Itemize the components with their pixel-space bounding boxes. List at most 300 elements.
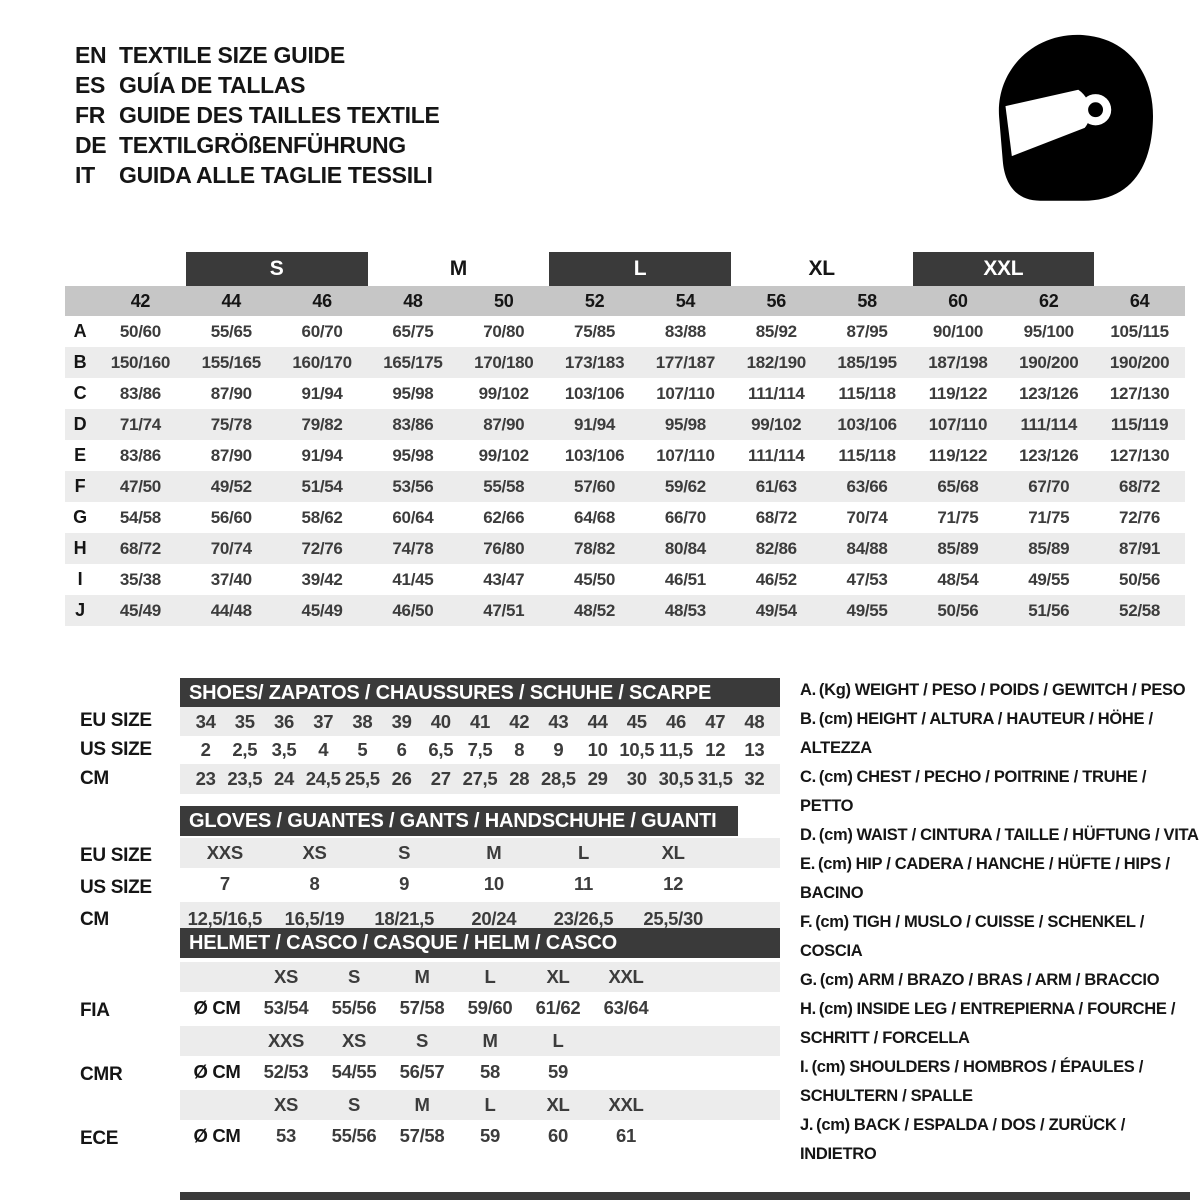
shoe-size-value: 25,5: [344, 768, 380, 789]
legend-key: G.: [800, 971, 817, 989]
size-number: 60: [948, 290, 968, 311]
shoe-size-value: 27,5: [462, 768, 498, 789]
legend-item: [800, 966, 1200, 995]
shoe-size-value: 2: [200, 739, 211, 760]
shoe-size-value: 23,5: [227, 768, 263, 789]
measurement-value: 70/74: [210, 538, 252, 558]
legend-unit: (cm): [818, 826, 853, 844]
row-letter: C: [73, 383, 87, 403]
helmet-size-value: 60: [548, 1125, 568, 1146]
helmet-size-label: XS: [341, 1030, 367, 1051]
glove-size-value: M: [486, 842, 502, 863]
measurement-value: 51/54: [301, 476, 343, 496]
glove-size-value: XS: [302, 842, 327, 863]
language-title: TEXTILGRÖßENFÜHRUNG: [119, 132, 406, 158]
measurement-row: [65, 440, 1185, 471]
measurement-value: 63/66: [846, 476, 888, 496]
legend-text: ARM / BRAZO / BRAS / ARM / BRACCIO: [857, 971, 1160, 989]
measurement-value: 71/75: [1028, 507, 1070, 527]
shoe-size-value: 30: [626, 768, 647, 789]
measurement-row: [65, 502, 1185, 533]
legend-text: INSIDE LEG / ENTREPIERNA / FOURCHE / SCHRITT / FORCELLA: [800, 1000, 1176, 1047]
measurement-value: 87/90: [210, 383, 252, 403]
gloves-eu-row: [180, 838, 780, 868]
shoe-size-value: 11,5: [659, 739, 693, 760]
helmet-fia-values-row: [180, 992, 780, 1024]
measurement-value: 119/122: [928, 383, 988, 403]
shoes-eu-row: [180, 707, 780, 736]
measurement-value: 50/60: [119, 321, 161, 341]
measurement-value: 48/54: [937, 569, 979, 589]
shoe-size-value: 30,5: [658, 768, 694, 789]
measurement-value: 48/52: [574, 600, 616, 620]
helmet-size-label: XS: [273, 966, 299, 987]
size-number: 50: [494, 290, 514, 311]
shoes-title: SHOES/ ZAPATOS / CHAUSSURES / SCHUHE / SCARPE: [189, 681, 712, 704]
measurement-value: 91/94: [301, 445, 343, 465]
legend-item: [800, 705, 1200, 763]
helmet-cmr-label: CMR: [80, 1064, 123, 1085]
measurement-value: 56/60: [210, 507, 252, 527]
measurement-value: 87/95: [846, 321, 888, 341]
helmet-size-value: 61/62: [535, 997, 581, 1018]
row-letter: B: [73, 352, 87, 372]
legend-key: E.: [800, 855, 815, 873]
measurement-value: 47/51: [483, 600, 525, 620]
row-letter: H: [73, 538, 87, 558]
helmet-size-value: 59: [548, 1061, 568, 1082]
measurement-value: 99/102: [478, 445, 529, 465]
legend-unit: (cm): [811, 1058, 846, 1076]
measurement-value: 95/98: [392, 445, 434, 465]
measurement-value: 61/63: [755, 476, 797, 496]
legend-unit: (cm): [818, 768, 853, 786]
language-title: TEXTILE SIZE GUIDE: [119, 42, 345, 68]
measurement-value: 68/72: [119, 538, 161, 558]
language-title: GUIDE DES TAILLES TEXTILE: [119, 102, 440, 128]
legend-unit: (cm): [816, 1116, 850, 1134]
measurement-value: 67/70: [1028, 476, 1070, 496]
measurement-value: 119/122: [928, 445, 988, 465]
apparel-size-table: [65, 252, 1185, 626]
language-code: IT: [75, 162, 95, 188]
row-letter: J: [75, 600, 85, 620]
measurement-value: 87/90: [210, 445, 252, 465]
size-group-xl: XL: [808, 257, 835, 280]
measurement-value: 44/48: [210, 600, 252, 620]
shoe-size-value: 46: [666, 710, 686, 732]
shoe-size-value: 10,5: [619, 739, 655, 760]
row-letter: G: [73, 507, 87, 527]
measurement-value: 170/180: [474, 352, 534, 372]
measurement-row: [65, 347, 1185, 378]
shoe-size-value: 8: [514, 739, 525, 760]
shoe-size-value: 43: [548, 710, 569, 732]
measurement-value: 90/100: [932, 321, 984, 341]
measurement-value: 87/90: [483, 414, 525, 434]
measurement-value: 43/47: [483, 569, 525, 589]
shoe-size-value: 28,5: [540, 768, 576, 789]
language-title: GUÍA DE TALLAS: [119, 72, 306, 98]
helmet-size-label: XXL: [608, 1094, 644, 1115]
measurement-value: 68/72: [755, 507, 797, 527]
shoe-size-value: 40: [430, 710, 451, 732]
shoe-size-value: 3,5: [271, 739, 297, 760]
helmet-size-label: S: [415, 1030, 429, 1051]
size-number: 56: [766, 290, 786, 311]
legend-key: D.: [800, 826, 816, 844]
measurement-value: 64/68: [574, 507, 616, 527]
helmet-size-value: 55/56: [331, 997, 377, 1018]
helmet-size-value: 53/54: [263, 997, 309, 1018]
glove-size-value: 16,5/19: [284, 907, 345, 929]
measurement-value: 95/100: [1023, 321, 1074, 341]
legend-item: [800, 850, 1200, 908]
helmet-ece-label: ECE: [80, 1128, 119, 1149]
legend-item: [800, 1111, 1200, 1169]
size-group-header-row: [65, 252, 1185, 286]
measurement-value: 115/119: [1110, 414, 1169, 434]
measurement-value: 115/118: [838, 383, 896, 403]
helmet-ece-sizes-row: [180, 1090, 780, 1120]
legend-text: WAIST / CINTURA / TAILLE / HÜFTUNG / VITA: [856, 826, 1199, 844]
diameter-cm-label: Ø CM: [193, 1061, 241, 1082]
glove-size-value: 18/21,5: [374, 907, 434, 929]
measurement-value: 71/74: [119, 414, 161, 434]
measurement-value: 51/56: [1028, 600, 1070, 620]
measurement-value: 123/126: [1019, 383, 1079, 403]
measurement-value: 45/49: [119, 600, 161, 620]
helmet-size-label: L: [552, 1030, 564, 1051]
size-number: 48: [403, 290, 423, 311]
gloves-table-title-bar: [180, 806, 738, 836]
measurement-value: 46/50: [392, 600, 434, 620]
measurement-value: 49/54: [755, 600, 797, 620]
shoe-size-value: 42: [509, 710, 530, 732]
helmet-size-value: 52/53: [263, 1061, 309, 1082]
size-number: 64: [1129, 290, 1150, 311]
legend-text: HEIGHT / ALTURA / HAUTEUR / HÖHE / ALTEZZA: [800, 710, 1153, 757]
legend-item: [800, 1053, 1200, 1111]
glove-size-value: XL: [661, 842, 685, 863]
measurement-value: 46/52: [755, 569, 797, 589]
shoe-size-value: 23: [195, 768, 216, 789]
legend-item: [800, 821, 1200, 850]
shoe-size-value: 26: [391, 768, 412, 789]
measurement-value: 49/55: [846, 600, 888, 620]
legend-text: BACK / ESPALDA / DOS / ZURÜCK / INDIETRO: [800, 1116, 1126, 1163]
measurement-value: 72/76: [1119, 507, 1161, 527]
measurement-value: 80/84: [664, 538, 706, 558]
helmet-ece-values-row: [180, 1120, 780, 1152]
gloves-us-size-label: US SIZE: [80, 877, 152, 898]
legend-text: WEIGHT / PESO / POIDS / GEWITCH / PESO: [854, 681, 1186, 699]
measurement-value: 83/88: [664, 321, 706, 341]
shoe-size-value: 34: [195, 710, 216, 732]
legend-key: A.: [800, 681, 816, 699]
shoe-size-value: 6: [396, 739, 407, 760]
measurement-row: [65, 316, 1185, 347]
measurement-value: 70/80: [483, 321, 525, 341]
shoe-size-value: 28: [509, 768, 530, 789]
measurement-value: 95/98: [664, 414, 706, 434]
gloves-eu-size-label: EU SIZE: [80, 845, 152, 866]
measurement-value: 66/70: [664, 507, 706, 527]
measurement-value: 79/82: [301, 414, 343, 434]
measurement-value: 50/56: [937, 600, 979, 620]
helmet-size-value: 53: [276, 1125, 296, 1146]
measurement-value: 111/114: [747, 445, 805, 465]
measurement-value: 111/114: [1020, 414, 1078, 434]
language-row: [75, 70, 440, 100]
helmet-size-value: 59/60: [467, 997, 513, 1018]
size-number: 54: [675, 290, 696, 311]
helmet-fia-sizes-row: [180, 962, 780, 992]
row-letter: D: [73, 414, 87, 434]
shoe-size-value: 2,5: [232, 739, 258, 760]
measurement-value: 45/49: [301, 600, 343, 620]
measurement-value: 95/98: [392, 383, 434, 403]
diameter-cm-label: Ø CM: [193, 1125, 241, 1146]
helmet-size-label: XL: [546, 966, 570, 987]
helmet-size-value: 55/56: [331, 1125, 377, 1146]
gloves-cm-label: CM: [80, 909, 109, 930]
helmet-cmr-values-row: [180, 1056, 780, 1088]
helmet-title: HELMET / CASCO / CASQUE / HELM / CASCO: [189, 931, 617, 954]
measurement-value: 68/72: [1119, 476, 1161, 496]
language-title: GUIDA ALLE TAGLIE TESSILI: [119, 162, 433, 188]
measurement-row: [65, 409, 1185, 440]
shoe-size-value: 38: [352, 710, 373, 732]
measurement-value: 70/74: [846, 507, 888, 527]
shoe-size-value: 24,5: [305, 768, 341, 789]
language-code: EN: [75, 42, 107, 68]
size-number: 52: [584, 290, 605, 311]
glove-size-value: L: [577, 842, 589, 863]
legend-key: F.: [800, 913, 813, 931]
measurement-value: 65/75: [392, 321, 434, 341]
helmet-size-label: M: [414, 1094, 430, 1115]
measurement-value: 173/183: [564, 352, 625, 372]
measurement-value: 60/70: [301, 321, 343, 341]
glove-size-value: 10: [483, 873, 504, 894]
size-group-m: M: [449, 257, 467, 280]
measurement-value: 55/58: [483, 476, 525, 496]
measurement-value: 45/50: [574, 569, 616, 589]
legend-text: TIGH / MUSLO / CUISSE / SCHENKEL / COSCIA: [800, 913, 1144, 960]
helmet-size-value: 58: [480, 1061, 500, 1082]
shoe-size-value: 36: [274, 710, 294, 732]
language-code: DE: [75, 132, 107, 158]
size-group-xxl: XXL: [913, 252, 1095, 286]
legend-unit: (Kg): [818, 681, 851, 699]
measurement-value: 54/58: [119, 507, 161, 527]
measurement-value: 52/58: [1119, 600, 1161, 620]
language-row: [75, 100, 440, 130]
measurement-value: 190/200: [1019, 352, 1079, 372]
size-number: 58: [857, 290, 877, 311]
measurement-value: 105/115: [1110, 321, 1169, 341]
measurement-value: 165/175: [383, 352, 443, 372]
helmet-size-value: 57/58: [399, 997, 445, 1018]
measurement-value: 59/62: [664, 476, 706, 496]
measurement-value: 150/160: [110, 352, 171, 372]
glove-size-value: 23/26,5: [553, 907, 614, 929]
measurement-value: 71/75: [937, 507, 979, 527]
legend-text: HIP / CADERA / HANCHE / HÜFTE / HIPS / BACINO: [800, 855, 1170, 902]
measurement-value: 177/187: [655, 352, 716, 372]
helmet-size-value: 54/55: [331, 1061, 377, 1082]
size-number: 46: [312, 290, 332, 311]
shoe-size-value: 13: [744, 739, 765, 760]
helmet-size-label: XS: [273, 1094, 299, 1115]
measurement-value: 185/195: [837, 352, 897, 372]
legend-item: [800, 995, 1200, 1053]
gloves-title: GLOVES / GUANTES / GANTS / HANDSCHUHE / GUANTI: [189, 809, 717, 832]
language-list: [75, 40, 440, 190]
legend-unit: (cm): [815, 913, 849, 931]
shoe-size-value: 39: [391, 710, 412, 732]
helmet-size-value: 56/57: [399, 1061, 445, 1082]
helmet-size-value: 63/64: [603, 997, 649, 1018]
legend-unit: (cm): [818, 855, 852, 873]
measurement-value: 47/53: [846, 569, 888, 589]
shoes-us-size-label: US SIZE: [80, 739, 152, 760]
measurement-value: 99/102: [751, 414, 802, 434]
helmet-size-label: S: [347, 966, 361, 987]
row-letter: F: [74, 476, 86, 496]
legend-unit: (cm): [819, 971, 854, 989]
measurement-value: 115/118: [838, 445, 896, 465]
glove-size-value: 12: [663, 873, 684, 894]
measurement-value: 35/38: [119, 569, 161, 589]
helmet-size-label: S: [347, 1094, 361, 1115]
measurement-rows: [65, 316, 1185, 626]
size-group-s: S: [186, 252, 368, 286]
legend-key: B.: [800, 710, 816, 728]
measurement-value: 53/56: [392, 476, 434, 496]
measurement-value: 91/94: [301, 383, 343, 403]
shoe-size-value: 24: [274, 768, 294, 789]
measurement-row: [65, 471, 1185, 502]
measurement-value: 91/94: [574, 414, 616, 434]
glove-size-value: S: [398, 842, 411, 863]
measurement-value: 187/198: [928, 352, 988, 372]
shoe-size-value: 6,5: [428, 739, 454, 760]
measurement-value: 107/110: [656, 445, 715, 465]
language-row: [75, 130, 440, 160]
measurement-value: 75/85: [574, 321, 616, 341]
glove-size-value: 12,5/16,5: [187, 907, 263, 929]
row-letter: E: [74, 445, 86, 465]
glove-size-value: 11: [574, 873, 593, 894]
helmet-size-value: 59: [480, 1125, 500, 1146]
racing-helmet-icon: [972, 26, 1170, 208]
measurement-value: 84/88: [846, 538, 888, 558]
language-row: [75, 160, 440, 190]
measurement-value: 75/78: [210, 414, 252, 434]
measurement-value: 37/40: [210, 569, 252, 589]
legend-text: SHOULDERS / HOMBROS / ÉPAULES / SCHULTERN / SPALLE: [800, 1058, 1144, 1105]
measurement-value: 49/52: [210, 476, 252, 496]
measurement-value: 123/126: [1019, 445, 1079, 465]
legend-text: CHEST / PECHO / POITRINE / TRUHE / PETTO: [800, 768, 1147, 815]
shoe-size-value: 29: [587, 768, 608, 789]
measurement-value: 190/200: [1109, 352, 1170, 372]
measurement-value: 62/66: [483, 507, 525, 527]
language-row: [75, 40, 440, 70]
glove-size-value: 20/24: [471, 907, 517, 929]
glove-size-value: 7: [219, 873, 230, 894]
measurement-row: [65, 595, 1185, 626]
measurement-value: 78/82: [574, 538, 616, 558]
measurement-value: 160/170: [292, 352, 352, 372]
measurement-row: [65, 378, 1185, 409]
measurement-value: 55/65: [210, 321, 252, 341]
helmet-size-label: XL: [546, 1094, 570, 1115]
shoe-size-value: 44: [587, 710, 608, 732]
measurement-value: 50/56: [1119, 569, 1161, 589]
size-number-row: [65, 286, 1185, 316]
diameter-cm-label: Ø CM: [193, 997, 241, 1018]
helmet-table-title-bar: [180, 928, 780, 958]
shoe-size-value: 32: [744, 768, 765, 789]
legend-key: C.: [800, 768, 816, 786]
helmet-size-label: M: [482, 1030, 498, 1051]
glove-size-value: 25,5/30: [643, 907, 703, 929]
shoe-size-value: 37: [313, 710, 334, 732]
shoe-size-value: 9: [553, 739, 564, 760]
helmet-size-label: M: [414, 966, 430, 987]
shoe-size-value: 48: [744, 710, 765, 732]
shoe-size-value: 5: [357, 739, 368, 760]
glove-size-value: XXS: [206, 842, 243, 863]
shoes-cm-row: [180, 764, 780, 794]
glove-size-value: 9: [399, 873, 410, 894]
measurement-value: 155/165: [201, 352, 261, 372]
language-code: FR: [75, 102, 106, 128]
shoe-size-value: 41: [470, 710, 490, 732]
measurement-value: 58/62: [301, 507, 343, 527]
shoes-table-title-bar: [180, 678, 780, 708]
measurement-value: 85/89: [937, 538, 979, 558]
row-letter: A: [73, 321, 87, 341]
measurement-value: 83/86: [392, 414, 434, 434]
shoe-size-value: 35: [234, 710, 255, 732]
shoes-eu-size-label: EU SIZE: [80, 710, 152, 731]
row-letter: I: [77, 569, 83, 589]
measurement-value: 48/53: [664, 600, 706, 620]
legend-unit: (cm): [818, 710, 853, 728]
helmet-size-value: 57/58: [399, 1125, 445, 1146]
size-group-l: L: [549, 252, 731, 286]
measurement-value: 85/89: [1028, 538, 1070, 558]
legend-key: I.: [800, 1058, 809, 1076]
language-code: ES: [75, 72, 106, 98]
helmet-size-label: XXS: [267, 1030, 305, 1051]
shoe-size-value: 12: [705, 739, 726, 760]
helmet-size-label: L: [484, 966, 496, 987]
measurement-value: 65/68: [937, 476, 979, 496]
glove-size-value: 8: [309, 873, 320, 894]
measurement-value: 57/60: [574, 476, 616, 496]
measurement-value: 83/86: [119, 445, 161, 465]
measurement-value: 103/106: [837, 414, 897, 434]
measurement-value: 127/130: [1109, 445, 1170, 465]
helmet-fia-label: FIA: [80, 1000, 110, 1021]
legend-item: [800, 763, 1200, 821]
legend-item: [800, 676, 1200, 705]
